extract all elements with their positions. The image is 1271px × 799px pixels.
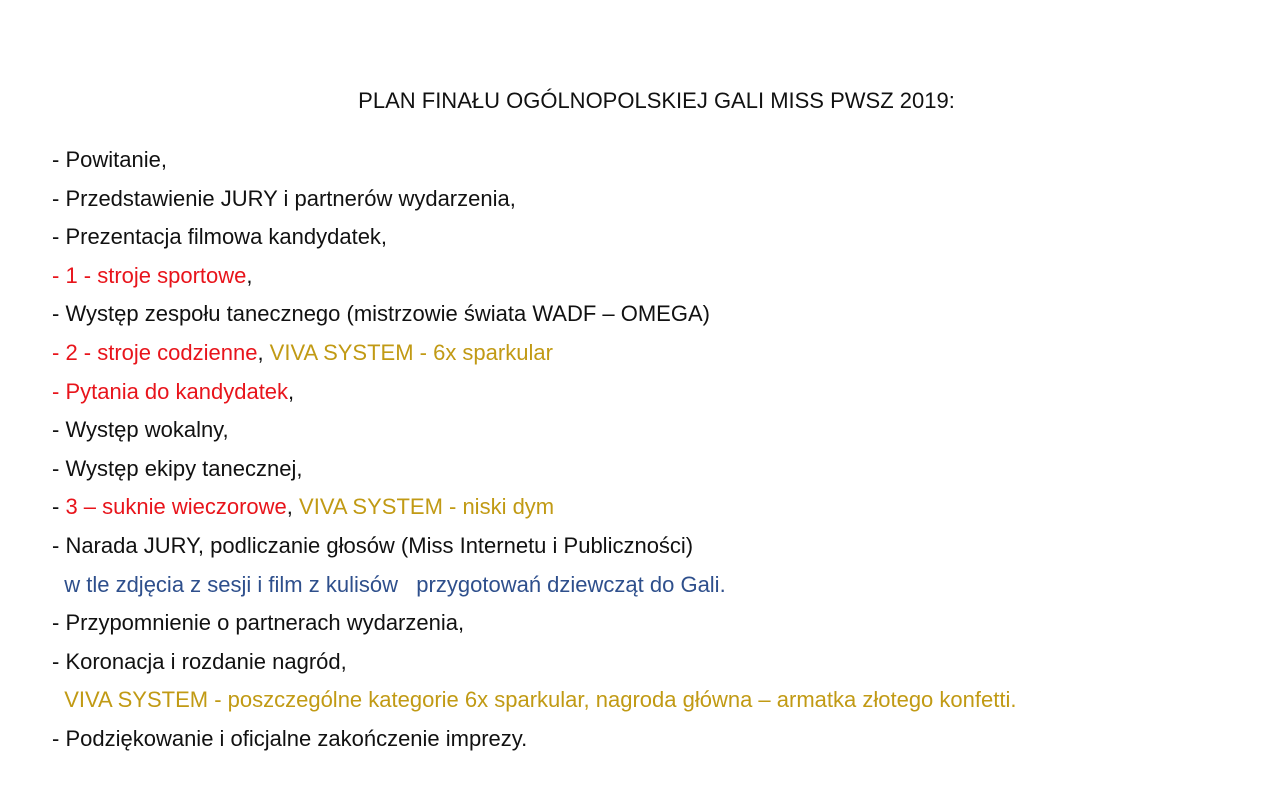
program-item-text: - 1 - stroje sportowe <box>52 262 247 288</box>
program-item <box>52 259 1252 298</box>
program-item-text: VIVA SYSTEM - 6x sparkular <box>269 339 553 365</box>
program-item-text: w tle zdjęcia z sesji i film z kulisów przygotowań dziewcząt do Gali. <box>52 571 726 597</box>
program-item-text: - Przedstawienie JURY i partnerów wydarzenia, <box>52 185 516 211</box>
program-item <box>52 336 1252 375</box>
program-item <box>52 529 1252 568</box>
program-item <box>52 297 1252 336</box>
program-item-text: - Podziękowanie i oficjalne zakończenie imprezy. <box>52 725 528 751</box>
program-item-text: - Pytania do kandydatek <box>52 378 289 404</box>
program-item-text: - Prezentacja filmowa kandydatek, <box>52 224 388 250</box>
program-item-text: - 2 - stroje codzienne <box>52 339 258 365</box>
program-item-text: , <box>246 262 253 288</box>
program-item <box>52 722 1252 761</box>
program-item <box>52 568 1252 607</box>
document-title: PLAN FINAŁU OGÓLNOPOLSKIEJ GALI MISS PWSZ 2019: <box>358 88 955 113</box>
program-item-text: - Przypomnienie o partnerach wydarzenia, <box>52 610 465 636</box>
program-item-text: - Występ ekipy tanecznej, <box>52 455 303 481</box>
program-item <box>52 490 1252 529</box>
program-item-text: , <box>288 378 295 404</box>
program-item-text: , <box>257 339 270 365</box>
program-item <box>52 452 1252 491</box>
program-item <box>52 375 1252 414</box>
program-item-text: - Występ zespołu tanecznego (mistrzowie świata WADF – OMEGA) <box>52 301 710 327</box>
program-item <box>52 606 1252 645</box>
program-item <box>52 413 1252 452</box>
program-item <box>52 683 1252 722</box>
program-item <box>52 143 1252 182</box>
program-item-text: - <box>52 494 66 520</box>
program-item-text: VIVA SYSTEM - niski dym <box>299 494 555 520</box>
program-item <box>52 182 1252 221</box>
program-item-text: VIVA SYSTEM - poszczególne kategorie 6x sparkular, nagroda główna – armatka złotego konfetti. <box>52 687 1017 713</box>
program-item <box>52 220 1252 259</box>
program-list <box>52 143 1252 761</box>
program-item-text: 3 – suknie wieczorowe <box>65 494 287 520</box>
program-item-text: - Koronacja i rozdanie nagród, <box>52 648 347 674</box>
program-item-text: , <box>286 494 300 520</box>
program-item <box>52 645 1252 684</box>
program-item-text: - Narada JURY, podliczanie głosów (Miss Internetu i Publiczności) <box>52 532 694 558</box>
program-item-text: - Występ wokalny, <box>52 417 229 443</box>
program-item-text: - Powitanie, <box>52 147 167 172</box>
